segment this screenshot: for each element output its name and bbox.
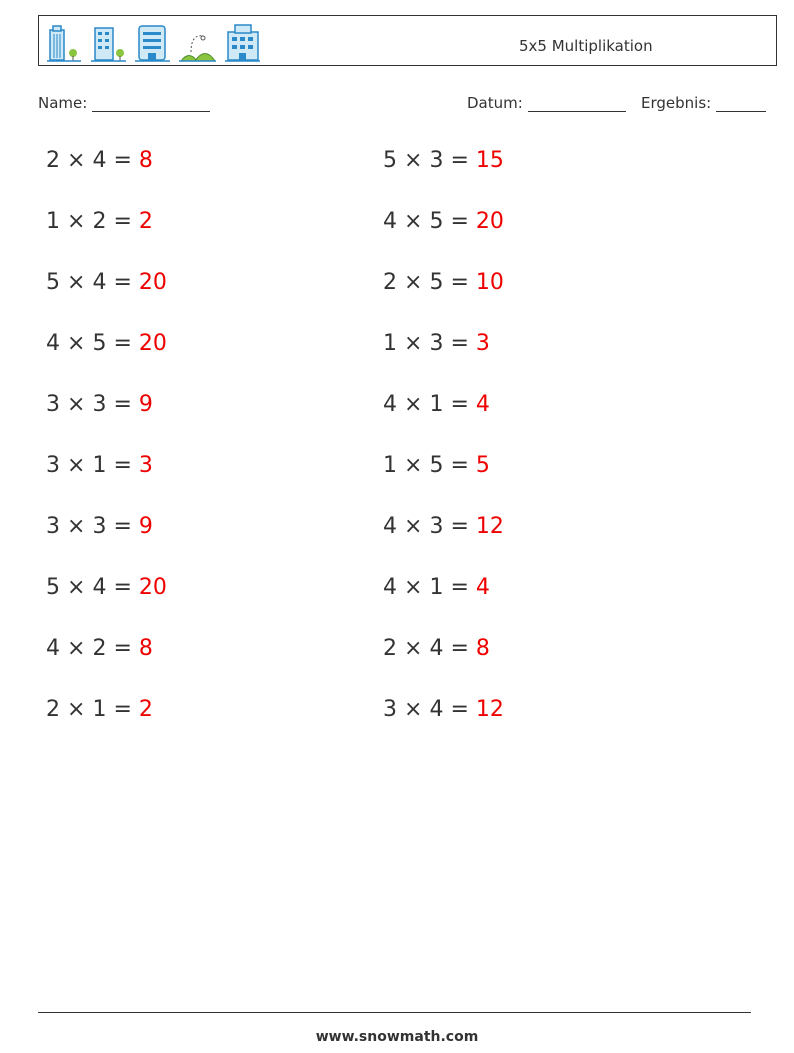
answer: 8 bbox=[138, 636, 153, 661]
times-sign: × bbox=[67, 392, 86, 417]
factor-b: 4 bbox=[92, 148, 107, 173]
factor-a: 1 bbox=[383, 453, 397, 478]
factor-a: 2 bbox=[383, 270, 397, 295]
worksheet-title: 5x5 Multiplikation bbox=[519, 37, 653, 55]
problem-item bbox=[46, 331, 167, 356]
problem-item bbox=[46, 575, 167, 600]
footer-site: www.snowmath.com bbox=[315, 1029, 479, 1045]
factor-b: 5 bbox=[429, 209, 444, 234]
equals-sign: = bbox=[113, 148, 132, 173]
factor-b: 3 bbox=[429, 331, 444, 356]
factor-a: 1 bbox=[46, 209, 60, 234]
name-field bbox=[38, 94, 210, 112]
factor-a: 5 bbox=[46, 575, 60, 600]
factor-b: 2 bbox=[92, 209, 107, 234]
factor-b: 3 bbox=[92, 392, 107, 417]
equals-sign: = bbox=[450, 453, 469, 478]
equals-sign: = bbox=[113, 453, 132, 478]
answer: 12 bbox=[475, 514, 504, 539]
answer: 12 bbox=[475, 697, 504, 722]
problem-item bbox=[383, 697, 504, 722]
times-sign: × bbox=[404, 453, 423, 478]
answer: 5 bbox=[475, 453, 490, 478]
times-sign: × bbox=[404, 148, 423, 173]
equals-sign: = bbox=[450, 270, 469, 295]
problem-item bbox=[46, 453, 153, 478]
worksheet-header bbox=[38, 15, 777, 66]
times-sign: × bbox=[404, 209, 423, 234]
problem-item bbox=[46, 270, 167, 295]
problem-item bbox=[383, 636, 490, 661]
result-label: Ergebnis: bbox=[641, 94, 712, 112]
problem-item bbox=[383, 453, 490, 478]
equals-sign: = bbox=[450, 514, 469, 539]
equals-sign: = bbox=[450, 148, 469, 173]
name-blank bbox=[92, 97, 210, 112]
office-building-icon bbox=[225, 22, 261, 62]
problem-item bbox=[46, 392, 153, 417]
answer: 10 bbox=[475, 270, 504, 295]
times-sign: × bbox=[67, 575, 86, 600]
equals-sign: = bbox=[113, 209, 132, 234]
times-sign: × bbox=[67, 270, 86, 295]
factor-a: 5 bbox=[383, 148, 397, 173]
factor-b: 3 bbox=[92, 514, 107, 539]
result-blank bbox=[716, 97, 766, 112]
problem-item bbox=[383, 392, 490, 417]
equals-sign: = bbox=[450, 209, 469, 234]
factor-a: 3 bbox=[46, 514, 60, 539]
answer: 20 bbox=[138, 270, 167, 295]
answer: 4 bbox=[475, 575, 490, 600]
date-field bbox=[467, 94, 626, 112]
equals-sign: = bbox=[450, 392, 469, 417]
times-sign: × bbox=[67, 209, 86, 234]
factor-b: 5 bbox=[429, 270, 444, 295]
times-sign: × bbox=[404, 392, 423, 417]
answer: 20 bbox=[138, 575, 167, 600]
factor-b: 4 bbox=[92, 270, 107, 295]
equals-sign: = bbox=[113, 514, 132, 539]
factor-a: 4 bbox=[383, 514, 397, 539]
factor-a: 4 bbox=[46, 636, 60, 661]
factor-b: 1 bbox=[92, 697, 107, 722]
factor-a: 1 bbox=[383, 331, 397, 356]
factor-a: 5 bbox=[46, 270, 60, 295]
answer: 3 bbox=[475, 331, 490, 356]
factor-b: 4 bbox=[429, 697, 444, 722]
equals-sign: = bbox=[113, 331, 132, 356]
problem-item bbox=[383, 514, 504, 539]
factor-b: 1 bbox=[429, 392, 444, 417]
problem-item bbox=[383, 270, 504, 295]
factor-a: 3 bbox=[46, 453, 60, 478]
problem-item bbox=[46, 697, 153, 722]
factor-b: 1 bbox=[429, 575, 444, 600]
result-field bbox=[641, 94, 766, 112]
times-sign: × bbox=[67, 148, 86, 173]
equals-sign: = bbox=[113, 270, 132, 295]
times-sign: × bbox=[404, 270, 423, 295]
factor-a: 2 bbox=[383, 636, 397, 661]
answer: 2 bbox=[138, 697, 153, 722]
office-building-icon bbox=[135, 22, 171, 62]
answer: 15 bbox=[475, 148, 504, 173]
answer: 2 bbox=[138, 209, 153, 234]
footer-divider bbox=[38, 1012, 751, 1013]
equals-sign: = bbox=[450, 575, 469, 600]
times-sign: × bbox=[404, 697, 423, 722]
problem-item bbox=[383, 209, 504, 234]
answer: 9 bbox=[138, 392, 153, 417]
answer: 20 bbox=[138, 331, 167, 356]
answer: 3 bbox=[138, 453, 153, 478]
factor-b: 5 bbox=[429, 453, 444, 478]
factor-b: 1 bbox=[92, 453, 107, 478]
answer: 4 bbox=[475, 392, 490, 417]
factor-a: 4 bbox=[46, 331, 60, 356]
factor-b: 3 bbox=[429, 514, 444, 539]
answer: 8 bbox=[475, 636, 490, 661]
problem-item bbox=[46, 209, 153, 234]
factor-a: 4 bbox=[383, 392, 397, 417]
factor-b: 5 bbox=[92, 331, 107, 356]
factor-b: 2 bbox=[92, 636, 107, 661]
problem-item bbox=[46, 514, 153, 539]
times-sign: × bbox=[404, 331, 423, 356]
date-label: Datum: bbox=[467, 94, 523, 112]
problem-item bbox=[383, 148, 504, 173]
equals-sign: = bbox=[113, 636, 132, 661]
equals-sign: = bbox=[450, 636, 469, 661]
times-sign: × bbox=[67, 636, 86, 661]
factor-a: 2 bbox=[46, 148, 60, 173]
park-icon bbox=[179, 22, 217, 62]
problem-item bbox=[383, 331, 490, 356]
factor-b: 4 bbox=[429, 636, 444, 661]
answer: 9 bbox=[138, 514, 153, 539]
office-building-icon bbox=[91, 22, 127, 62]
answer: 8 bbox=[138, 148, 153, 173]
factor-a: 3 bbox=[383, 697, 397, 722]
factor-a: 2 bbox=[46, 697, 60, 722]
factor-b: 4 bbox=[92, 575, 107, 600]
times-sign: × bbox=[67, 331, 86, 356]
problem-item bbox=[383, 575, 490, 600]
equals-sign: = bbox=[113, 697, 132, 722]
times-sign: × bbox=[67, 514, 86, 539]
equals-sign: = bbox=[450, 697, 469, 722]
factor-a: 3 bbox=[46, 392, 60, 417]
equals-sign: = bbox=[113, 575, 132, 600]
factor-b: 3 bbox=[429, 148, 444, 173]
times-sign: × bbox=[404, 514, 423, 539]
times-sign: × bbox=[67, 697, 86, 722]
problem-item bbox=[46, 636, 153, 661]
equals-sign: = bbox=[450, 331, 469, 356]
name-label: Name: bbox=[38, 94, 88, 112]
answer: 20 bbox=[475, 209, 504, 234]
factor-a: 4 bbox=[383, 575, 397, 600]
times-sign: × bbox=[67, 453, 86, 478]
date-blank bbox=[528, 97, 626, 112]
factor-a: 4 bbox=[383, 209, 397, 234]
problem-item bbox=[46, 148, 153, 173]
times-sign: × bbox=[404, 636, 423, 661]
equals-sign: = bbox=[113, 392, 132, 417]
office-tower-icon bbox=[47, 22, 83, 62]
times-sign: × bbox=[404, 575, 423, 600]
